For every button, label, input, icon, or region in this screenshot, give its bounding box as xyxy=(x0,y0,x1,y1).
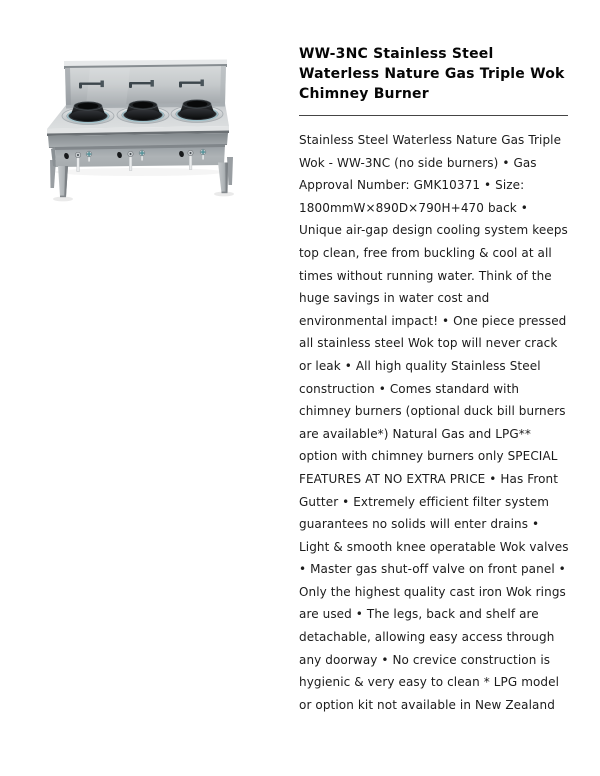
wok-burner-illustration xyxy=(0,0,290,230)
product-details xyxy=(299,0,569,716)
title-divider xyxy=(299,115,568,116)
product-title: WW-3NC Stainless Steel Waterless Nature Gas Triple Wok Chimney Burner xyxy=(299,46,565,102)
product-description: Stainless Steel Waterless Nature Gas Triple Wok - WW-3NC (no side burners) • Gas Approval Number: GMK10371 • Size: 1800mmW×890D×790H+470 back • Unique air-gap design cooling system keeps top clean, free from buckling & cool at all times without running water. Think of the huge savings in water cost and environmental impact! • One piece pressed all stainless steel Wok top will never crack or leak • All high quality Stainless Steel construction • Comes standard with chimney burners (optional duck bill burners are available*) Natural Gas and LPG** option with chimney burners only SPECIAL FEATURES AT NO EXTRA PRICE • Has Front Gutter • Extremely efficient filter system guarantees no solids will enter drains • Light & smooth knee operatable Wok valves • Master gas shut-off valve on front panel • Only the highest quality cast iron Wok rings are used • The legs, back and shelf are detachable, allowing easy access through any doorway • No crevice construction is hygienic & very easy to clean * LPG model or option kit not available in New Zealand xyxy=(299,133,569,712)
product-photo xyxy=(0,0,290,230)
